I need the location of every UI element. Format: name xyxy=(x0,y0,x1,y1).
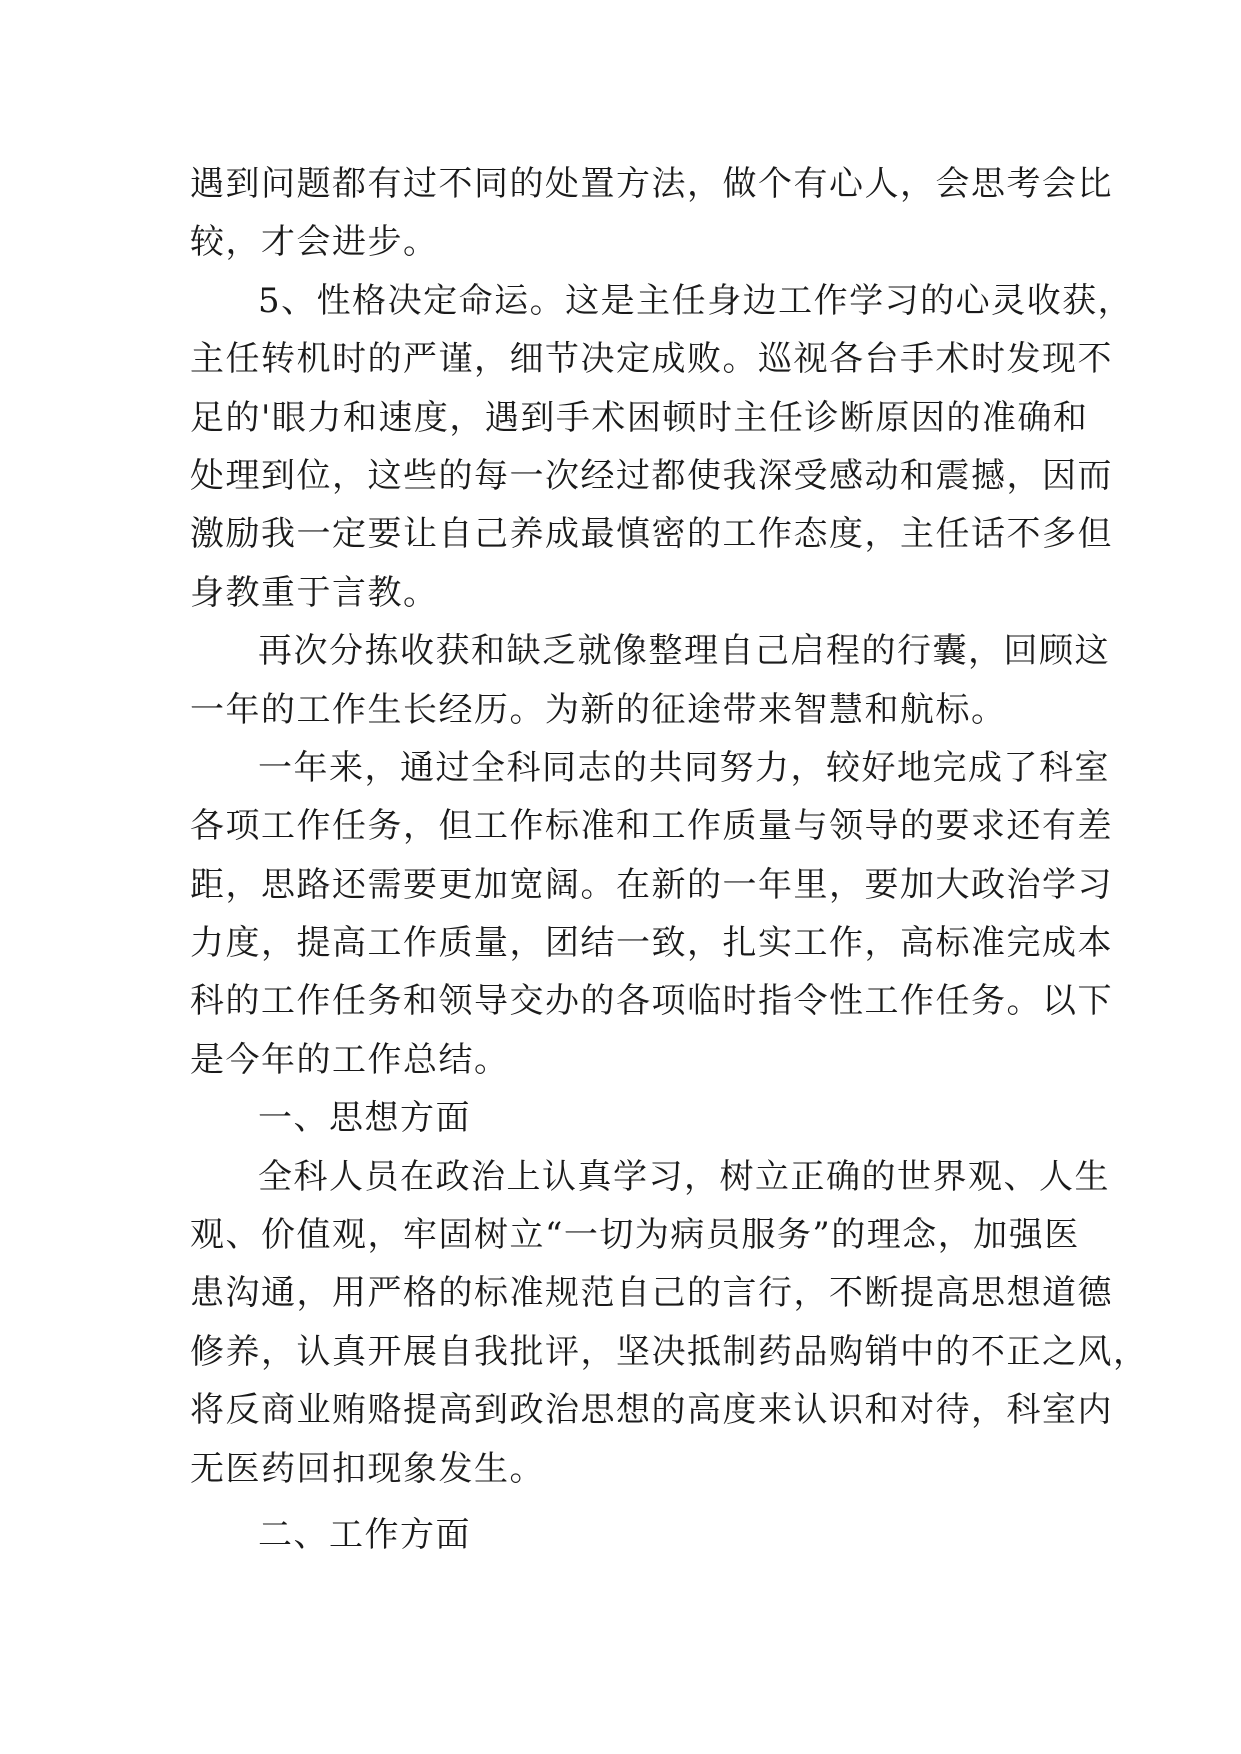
text-line: 力度，提高工作质量，团结一致，扎实工作，高标准完成本 xyxy=(190,923,1113,964)
text-line: 修养，认真开展自我批评，坚决抵制药品购销中的不正之风， xyxy=(190,1331,1149,1372)
text-line: 5、性格决定命运。这是主任身边工作学习的心灵收获， xyxy=(258,280,1134,321)
text-line: 全科人员在政治上认真学习，树立正确的世界观、人生 xyxy=(258,1156,1110,1197)
text-line: 主任转机时的严谨，细节决定成败。巡视各台手术时发现不 xyxy=(190,339,1113,380)
text-line: 一年来，通过全科同志的共同努力，较好地完成了科室 xyxy=(258,747,1110,788)
text-line: 身教重于言教。 xyxy=(190,572,439,613)
text-line: 遇到问题都有过不同的处置方法，做个有心人，会思考会比 xyxy=(190,164,1113,204)
body-text xyxy=(190,155,1149,1564)
text-line: 较，才会进步。 xyxy=(190,222,439,263)
text-line: 将反商业贿赂提高到政治思想的高度来认识和对待，科室内 xyxy=(190,1390,1113,1431)
text-line: 处理到位，这些的每一次经过都使我深受感动和震撼，因而 xyxy=(190,455,1113,496)
text-line: 科的工作任务和领导交办的各项临时指令性工作任务。以下 xyxy=(190,981,1113,1022)
paragraph xyxy=(190,1148,1149,1498)
text-line: 观、价值观，牢固树立“一切为病员服务”的理念，加强医 xyxy=(190,1215,1080,1256)
paragraph xyxy=(190,272,1134,622)
paragraph xyxy=(190,155,1113,272)
text-line: 距，思路还需要更加宽阔。在新的一年里，要加大政治学习 xyxy=(190,864,1113,905)
section-heading: 一、思想方面 xyxy=(258,1098,471,1139)
text-line: 一年的工作生长经历。为新的征途带来智慧和航标。 xyxy=(190,689,1007,730)
text-line: 是今年的工作总结。 xyxy=(190,1039,510,1080)
text-line: 无医药回扣现象发生。 xyxy=(190,1448,545,1489)
text-line: 患沟通，用严格的标准规范自己的言行，不断提高思想道德 xyxy=(190,1273,1113,1314)
text-line: 再次分拣收获和缺乏就像整理自己启程的行囊，回顾这 xyxy=(258,631,1110,672)
text-line: 激励我一定要让自己养成最慎密的工作态度，主任话不多但 xyxy=(190,514,1113,555)
paragraph xyxy=(190,622,1110,739)
text-line: 足的'眼力和速度，遇到手术困顿时主任诊断原因的准确和 xyxy=(190,397,1089,438)
paragraph xyxy=(190,739,1113,1089)
text-line: 各项工作任务，但工作标准和工作质量与领导的要求还有差 xyxy=(190,806,1113,847)
section-heading: 二、工作方面 xyxy=(258,1514,471,1555)
spacer xyxy=(190,1498,1062,1506)
